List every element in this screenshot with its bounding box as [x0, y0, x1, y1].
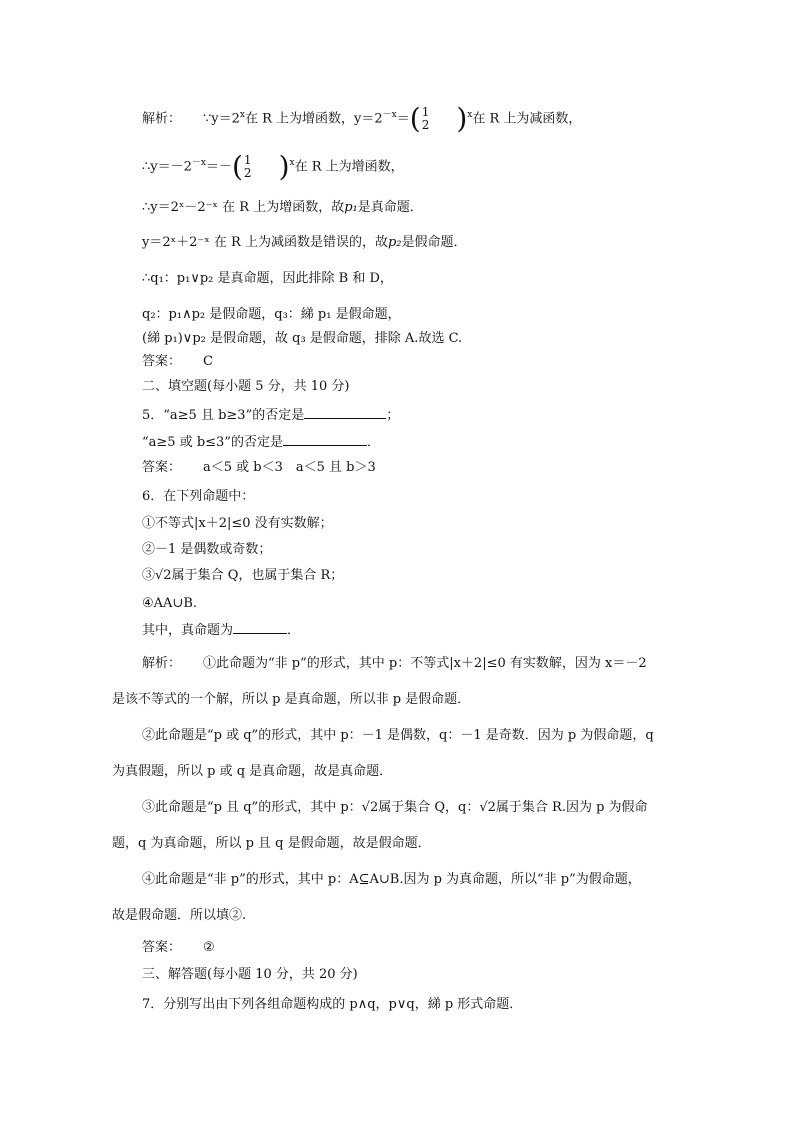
question-6-item-1: ①不等式|x＋2|≤0 没有实数解；	[142, 516, 333, 531]
question-6-item-3: ③√2属于集合 Q，也属于集合 R；	[142, 568, 344, 583]
question-6-item-2: ②－1 是偶数或奇数；	[142, 542, 272, 557]
answer-line-6: 答案： ②	[142, 940, 215, 955]
analysis-6-p2b: 为真假题，所以 p 或 q 是真命题，故是真命题．	[112, 764, 393, 779]
question-7: 7．分别写出由下列各组命题构成的 p∧q，p∨q，綈 p 形式命题．	[142, 997, 523, 1012]
solution-line-5: ∴q₁：p₁∨p₂ 是真命题，因此排除 B 和 D，	[142, 271, 393, 286]
analysis-6-p4b: 故是假命题．所以填②.	[112, 908, 247, 923]
solution-line-6: q₂：p₁∧p₂ 是假命题，q₃：綈 p₁ 是假命题，	[142, 307, 401, 322]
analysis-6-p2a: ②此命题是“p 或 q”的形式，其中 p：－1 是偶数，q：－1 是奇数．因为 p 为假命题，q	[142, 728, 654, 743]
question-6: 6．在下列命题中：	[142, 489, 255, 504]
sqrt2: √2	[155, 568, 172, 583]
analysis-6-p1b: 是该不等式的一个解，所以 p 是真命题，所以非 p 是假命题．	[112, 692, 471, 707]
question-6-item-4: ④AA∪B.	[142, 596, 198, 611]
section-2-heading: 二、填空题(每小题 5 分，共 10 分)	[142, 379, 350, 394]
analysis-6-p1a: 解析： ①此命题为“非 p”的形式，其中 p：不等式|x＋2|≤0 有实数解，因为 x＝－2	[142, 656, 647, 671]
answer-blank-5a[interactable]	[304, 406, 386, 419]
answer-blank-6[interactable]	[233, 621, 287, 634]
analysis-label: 解析：	[142, 111, 182, 127]
solution-line-4: y＝2ˣ＋2⁻ˣ 在 R 上为减函数是错误的，故p₂是假命题．	[142, 235, 467, 250]
solution-line-1: 解析： $\because y=2^x$在 R 上为增函数，$y=2^{-x}=$( 1 2 )$^x$在 R 上为减函数，	[142, 102, 582, 135]
answer-line-4: 答案： C	[142, 354, 213, 369]
analysis-6-p4a: ④此命题是“非 p”的形式，其中 p：A⊆A∪B.因为 p 为真命题，所以“非 p”为假命题，	[142, 872, 641, 887]
answer-line-5: 答案： a＜5 或 b＜3 a＜5 且 b＞3	[142, 460, 376, 475]
analysis-6-p3a: ③此命题是“p 且 q”的形式，其中 p：√2属于集合 Q，q：√2属于集合 R.因为 p 为假命	[142, 800, 648, 815]
section-3-heading: 三、解答题(每小题 10 分，共 20 分)	[142, 967, 358, 982]
fraction-one-half-2: 1 2	[243, 153, 252, 180]
solution-line-3: ∴y＝2ˣ－2⁻ˣ 在 R 上为增函数，故p₁是真命题．	[142, 200, 423, 215]
question-5a: 5．“a≥5 且 b≥3”的否定是 ；	[142, 408, 400, 423]
solution-line-7: (綈 p₁)∨p₂ 是假命题，故 q₃ 是假命题，排除 A.故选 C.	[142, 331, 463, 346]
solution-line-2: $\therefore y=-2^{-x}=-$( 1 2 )$^x$在 R 上为增函数，	[142, 150, 404, 183]
answer-blank-5b[interactable]	[283, 433, 367, 446]
question-5b: “a≥5 或 b≤3”的否定是 ．	[142, 435, 380, 450]
question-6-ask: 其中，真命题为 ．	[142, 623, 301, 638]
fraction-one-half: 1 2	[421, 105, 430, 132]
analysis-6-p3b: 题，q 为真命题，所以 p 且 q 是假命题，故是假命题．	[112, 836, 431, 851]
